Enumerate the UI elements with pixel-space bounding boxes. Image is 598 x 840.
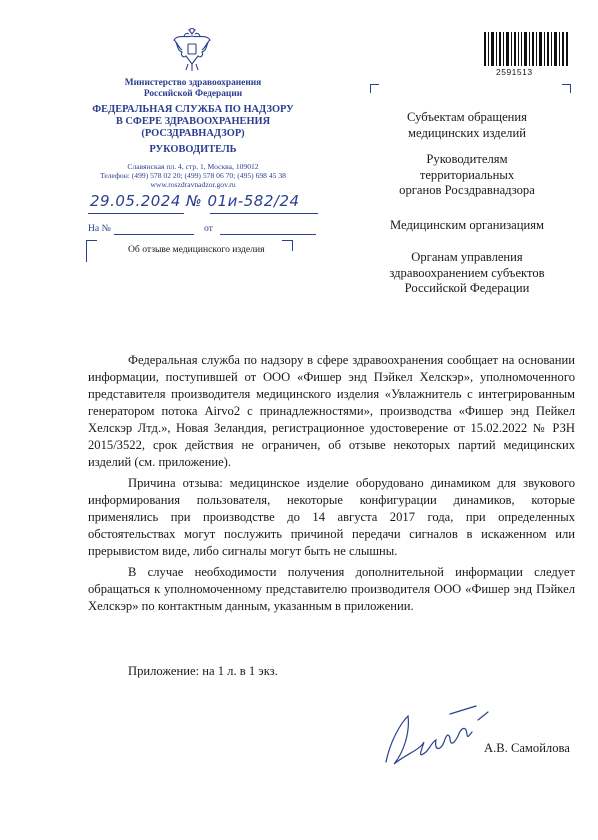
- address-line: Славянская пл. 4, стр. 1, Москва, 109012: [127, 162, 259, 171]
- body-paragraph-3: В случае необходимости получения дополнительной информации следует обращаться к уполномоченному представителю производителя ООО «Фишер энд Пэйкел Хелскэр» по контактным данным, указанным в приложении.: [88, 565, 575, 613]
- recipient-3-line-1: Медицинским организациям: [389, 218, 545, 232]
- recipient-corner-left: [370, 84, 379, 93]
- corner-mark-right: [282, 240, 293, 251]
- recipient-3: [372, 218, 562, 234]
- ministry-line-1: Министерство здравоохранения: [124, 78, 262, 88]
- letter-subject: Об отзыве медицинского изделия: [128, 244, 265, 255]
- service-line-1: ФЕДЕРАЛЬНАЯ СЛУЖБА ПО НАДЗОРУ: [92, 104, 294, 115]
- recipient-2: [372, 152, 562, 199]
- ot-label: от: [204, 223, 213, 234]
- barcode-number: 2591513: [496, 67, 533, 77]
- recipient-2-line-1: Руководителям: [426, 152, 508, 166]
- number-underline: [210, 213, 318, 214]
- letter-body: [88, 352, 575, 615]
- recipient-4: [372, 250, 562, 297]
- recipient-2-line-2: территориальных: [419, 167, 515, 182]
- recipient-corner-right: [562, 84, 571, 93]
- attachment-note: Приложение: на 1 л. в 1 экз.: [128, 664, 278, 678]
- signer-name: А.В. Самойлова: [484, 741, 570, 755]
- recipient-4-line-3: Российской Федерации: [404, 281, 530, 295]
- handwritten-signature: [380, 702, 500, 772]
- recipient-4-line-2: здравоохранением субъектов: [389, 265, 545, 280]
- recipient-2-line-3: органов Росздравнадзора: [399, 183, 535, 197]
- phone-line: Телефон: (499) 578 02 20; (499) 578 06 70; (495) 698 45 38: [100, 171, 286, 180]
- body-paragraph-2: Причина отзыва: медицинское изделие оборудовано динамиком для звукового информирования пользователя, некоторые конфигурации динамиков, которые применялись при производстве до 14 августа 2017 года, при определенных обстоятельствах могут послужить причиной передачи сигналов в искаженном или прерывистом виде, либо сигналы могут быть не слышны.: [88, 476, 575, 558]
- recipient-4-line-1: Органам управления: [411, 250, 523, 264]
- date-underline: [88, 213, 184, 214]
- na-blank: [114, 234, 194, 235]
- service-name: [78, 104, 308, 140]
- service-line-3: (РОСЗДРАВНАДЗОР): [141, 128, 245, 139]
- ot-blank: [220, 234, 316, 235]
- na-label: На №: [88, 223, 111, 234]
- recipient-1-line-2: медицинских изделий: [408, 125, 526, 140]
- service-line-2: В СФЕРЕ ЗДРАВООХРАНЕНИЯ: [115, 116, 271, 127]
- corner-mark-left-tail: [86, 240, 87, 262]
- document-barcode: [484, 32, 568, 66]
- ministry-line-2: Российской Федерации: [143, 88, 243, 99]
- ministry-name: [78, 78, 308, 99]
- recipient-1: [372, 110, 562, 141]
- corner-mark-left: [86, 240, 97, 251]
- head-title: РУКОВОДИТЕЛЬ: [149, 144, 237, 155]
- coat-of-arms-emblem: [172, 28, 212, 72]
- recipient-1-line-1: Субъектам обращения: [407, 110, 527, 124]
- handwritten-date-number: 29.05.2024 № 01и-582/24: [90, 192, 300, 210]
- website-line: www.roszdravnadzor.gov.ru: [150, 180, 236, 189]
- contacts-block: [78, 162, 308, 189]
- reference-line: [88, 223, 328, 237]
- body-paragraph-1: Федеральная служба по надзору в сфере здравоохранения сообщает на основании информации, поступившей от ООО «Фишер энд Пэйкел Хелскэр», уполномоченного представителя производителя медицинского изделия «Увлажнитель с интегрированным генератором потока Airvo2 с принадлежностями», производства «Фишер энд Пейкел Хелскэр Лтд.», Новая Зеландия, регистрационное удостоверение от 15.02.2022 № РЗН 2015/3522, срок действия не ограничен, об отзыве некоторых партий медицинских изделий (см. приложение).: [88, 353, 575, 469]
